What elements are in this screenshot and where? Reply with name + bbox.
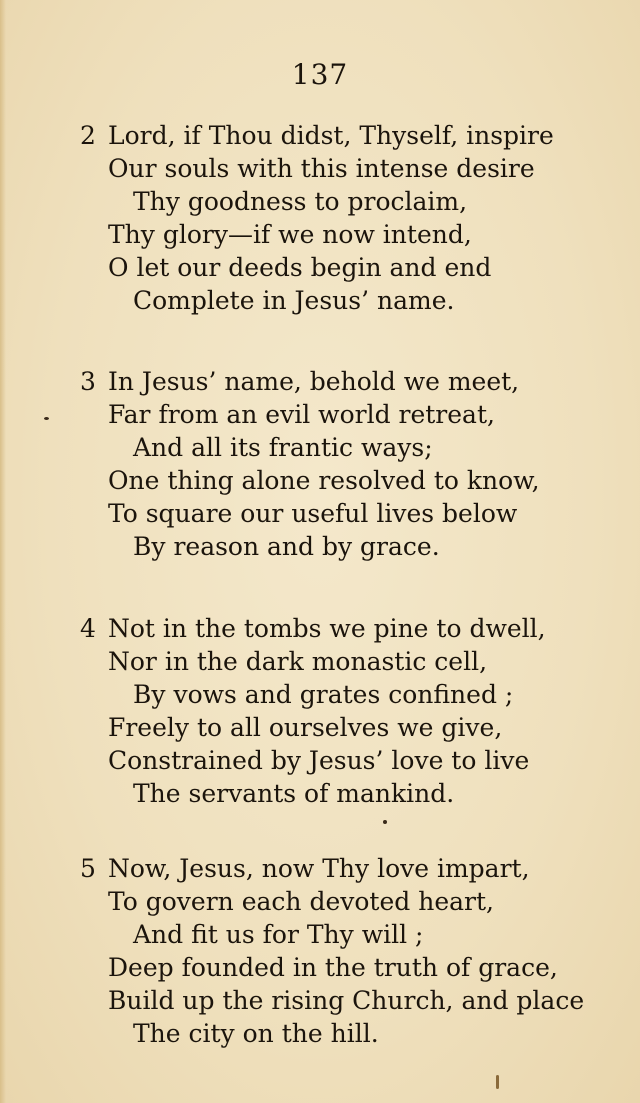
verse-line: And fit us for Thy will ; — [133, 920, 424, 949]
verse-number: 2 — [80, 121, 96, 150]
verse-line: Nor in the dark monastic cell, — [108, 647, 488, 676]
verse-line: By reason and by grace. — [133, 532, 440, 561]
verse-line: Not in the tombs we pine to dwell, — [108, 614, 546, 643]
verse-line: Complete in Jesus’ name. — [133, 286, 455, 315]
verse-line: To square our useful lives below — [108, 499, 518, 528]
verse-line: Constrained by Jesus’ love to live — [108, 746, 530, 775]
verse-line: In Jesus’ name, behold we meet, — [108, 367, 520, 396]
verse-line: Lord, if Thou didst, Thyself, inspire — [108, 121, 554, 150]
verse-line: Freely to all ourselves we give, — [108, 713, 503, 742]
page-number: 137 — [291, 58, 349, 91]
verse-line: Now, Jesus, now Thy love impart, — [108, 854, 530, 883]
page-edge-shadow — [0, 0, 6, 1103]
verse-number: 5 — [80, 854, 96, 883]
verse-line: To govern each devoted heart, — [108, 887, 494, 916]
ink-speck — [44, 417, 49, 420]
verse-line: The city on the hill. — [133, 1019, 379, 1048]
verse-line: Thy glory—if we now intend, — [108, 220, 472, 249]
verse-number: 3 — [80, 367, 96, 396]
verse-number: 4 — [80, 614, 96, 643]
ink-speck — [496, 1075, 499, 1089]
verse-line: O let our deeds begin and end — [108, 253, 492, 282]
verse-line: By vows and grates confined ; — [133, 680, 514, 709]
verse-line: Build up the rising Church, and place — [108, 986, 585, 1015]
verse-line: One thing alone resolved to know, — [108, 466, 540, 495]
ink-speck — [383, 820, 387, 824]
verse-line: Thy goodness to proclaim, — [133, 187, 468, 216]
verse-line: Deep founded in the truth of grace, — [108, 953, 558, 982]
verse-line: The servants of mankind. — [133, 779, 455, 808]
verse-line: Far from an evil world retreat, — [108, 400, 495, 429]
verse-line: And all its frantic ways; — [133, 433, 433, 462]
verse-line: Our souls with this intense desire — [108, 154, 535, 183]
